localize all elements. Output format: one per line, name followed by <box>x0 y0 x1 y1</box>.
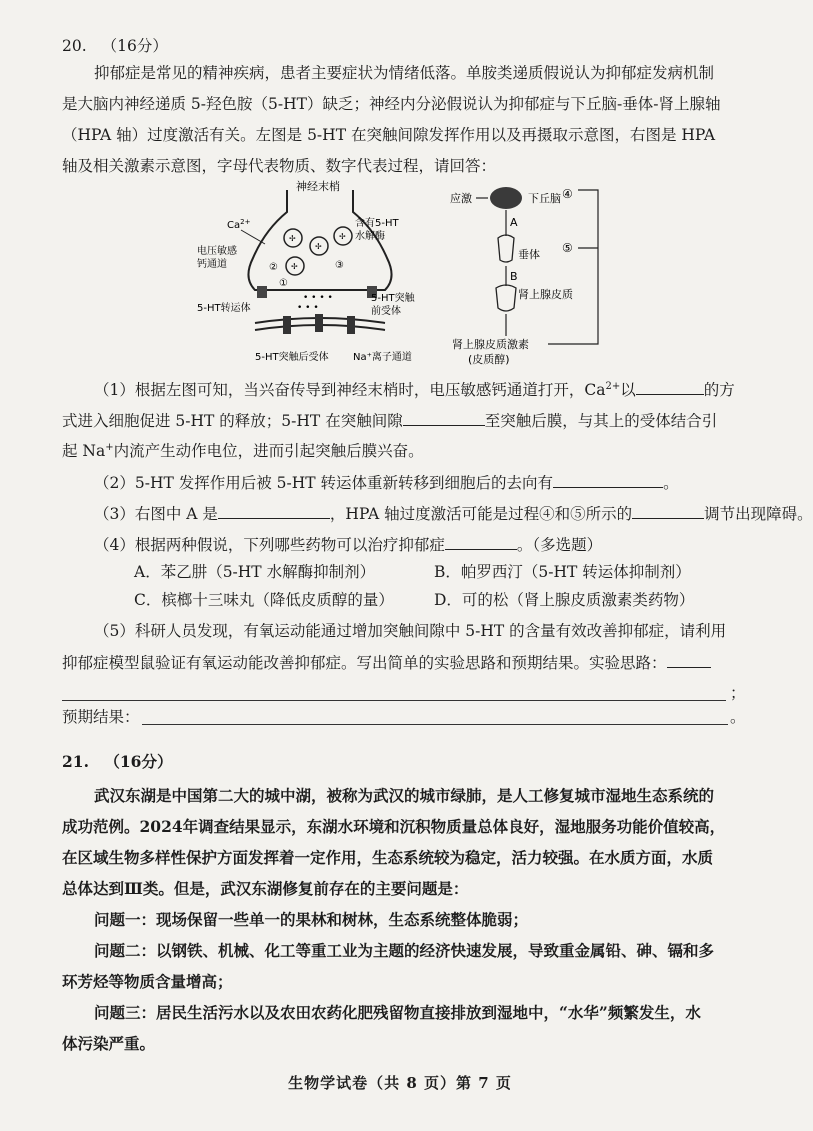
q20-intro-line-2: 是大脑内神经递质 5-羟色胺（5-HT）缺乏；神经内分泌假说认为抑郁症与下丘脑-垂体-肾上腺轴 <box>62 95 721 113</box>
pituitary-icon <box>498 235 514 262</box>
answer-blank-7[interactable] <box>667 652 711 668</box>
answer-blank-6[interactable] <box>445 534 517 550</box>
q21-para-line-3: 在区域生物多样性保护方面发挥着一定作用，生态系统较为稳定，活力较强。在水质方面，水质 <box>62 848 714 867</box>
channel-label-1: 电压敏感 <box>197 246 237 257</box>
hormone-label-2: (皮质醇) <box>468 353 510 366</box>
step-2: ② <box>269 262 278 273</box>
hypothalamus-label: 下丘脑 <box>528 192 561 205</box>
q21-problem-1: 问题一：现场保留一些单一的果林和树林，生态系统整体脆弱； <box>94 910 529 929</box>
channel-label-2: 钙通道 <box>197 259 227 270</box>
label-a: A <box>510 216 518 229</box>
vesicle-label-2: 水解酶 <box>355 231 385 242</box>
vesicle-dots: ✢ <box>339 232 346 241</box>
post-receptor-shape <box>315 314 323 332</box>
q20-number: 20. <box>62 37 87 55</box>
step-4: ④ <box>562 187 573 201</box>
vesicle-label-1: 含有5-HT <box>355 218 399 229</box>
pre-receptor-label-1: 5-HT突触 <box>371 293 415 304</box>
pre-receptor-label-2: 前受体 <box>371 306 401 317</box>
expected-result-label: 预期结果： <box>62 708 140 726</box>
option-c: C．槟榔十三味丸（降低皮质醇的量） <box>134 591 394 609</box>
post-receptor-label: 5-HT突触后受体 <box>255 352 329 363</box>
hypothalamus-icon <box>490 187 522 209</box>
step-5: ⑤ <box>562 241 573 255</box>
q21-problem-2-line-2: 环芳烃等物质含量增高； <box>62 972 233 991</box>
q20-sub2: （2）5-HT 发挥作用后被 5-HT 转运体重新转移到细胞后的去向有 。 <box>94 474 679 492</box>
q20-intro-line-3: （HPA 轴）过度激活有关。左图是 5-HT 在突触间隙发挥作用以及再摄取示意图，右图是 HPA <box>62 126 716 144</box>
hormone-label-1: 肾上腺皮质激素 <box>452 338 529 351</box>
hpa-axis-diagram <box>448 180 618 370</box>
q20-sub1-line-1: （1）根据左图可知，当兴奋传导到神经末梢时，电压敏感钙通道打开，$Ca^{2+}$以 的方 <box>94 381 735 399</box>
na-channel-shape <box>347 316 355 334</box>
answer-line-experiment[interactable] <box>62 700 726 701</box>
q21-para-line-1: 武汉东湖是中国第二大的城中湖，被称为武汉的城市绿肺，是人工修复城市湿地生态系统的 <box>94 786 715 805</box>
answer-blank-3[interactable] <box>553 472 663 488</box>
q21-problem-3-line-1: 问题三：居民生活污水以及农田农药化肥残留物直接排放到湿地中，“水华”频繁发生，水 <box>94 1003 701 1022</box>
pituitary-label: 垂体 <box>518 248 540 261</box>
q20-sub5-line-2: 抑郁症模型鼠验证有氧运动能改善抑郁症。写出简单的实验思路和预期结果。实验思路： <box>62 652 711 673</box>
ca-label: $Ca^{2+}$ <box>227 218 251 231</box>
answer-blank-5[interactable] <box>632 503 704 519</box>
ca-arrow <box>241 230 265 244</box>
q21-number: 21. <box>62 752 89 771</box>
vesicle-dots: ✢ <box>315 242 322 251</box>
q21-para-line-4: 总体达到Ⅲ类。但是，武汉东湖修复前存在的主要问题是： <box>62 879 469 898</box>
q21-score: （16分） <box>104 752 173 771</box>
vesicle-dots: ✢ <box>289 234 296 243</box>
option-a: A．苯乙肼（5-HT 水解酶抑制剂） <box>134 563 376 581</box>
q20-sub4: （4）根据两种假说，下列哪些药物可以治疗抑郁症 。（多选题） <box>94 536 603 554</box>
answer-blank-4[interactable] <box>218 503 330 519</box>
q20-sub5-line-1: （5）科研人员发现，有氧运动能通过增加突触间隙中 5-HT 的含量有效改善抑郁症，请利用 <box>94 622 727 640</box>
nerve-terminal-label: 神经末梢 <box>296 180 340 193</box>
period: 。 <box>730 708 746 726</box>
answer-blank-2[interactable] <box>403 410 485 426</box>
q20-header <box>62 36 168 56</box>
transporter-label: 5-HT转运体 <box>197 303 251 314</box>
q21-problem-2-line-1: 问题二：以钢铁、机械、化工等重工业为主题的经济快速发展，导致重金属铅、砷、镉和多 <box>94 941 715 960</box>
option-b: B．帕罗西汀（5-HT 转运体抑制剂） <box>434 563 691 581</box>
adrenal-label: 肾上腺皮质 <box>518 288 573 301</box>
synapse-diagram <box>195 178 440 370</box>
q21-problem-3-line-2: 体污染严重。 <box>62 1034 156 1053</box>
q20-sub3: （3）右图中 A 是 ，HPA 轴过度激活可能是过程④和⑤所示的 调节出现障碍。 <box>94 505 813 523</box>
answer-blank-1[interactable] <box>636 379 704 395</box>
q21-header <box>62 752 172 772</box>
step-1: ① <box>279 278 288 289</box>
released-5ht-dots: • • • • <box>303 293 333 303</box>
post-receptor-shape <box>283 316 291 334</box>
stress-label: 应激 <box>450 192 472 205</box>
adrenal-icon <box>496 285 516 311</box>
released-5ht-dots: • • • <box>297 303 319 313</box>
q20-intro-line-4: 轴及相关激素示意图，字母代表物质、数字代表过程，请回答： <box>62 157 497 175</box>
q20-score: （16分） <box>101 37 168 55</box>
page-footer: 生物学试卷（共 8 页）第 7 页 <box>288 1074 512 1092</box>
q20-intro-line-1: 抑郁症是常见的精神疾病，患者主要症状为情绪低落。单胺类递质假说认为抑郁症发病机制 <box>94 64 715 82</box>
semicolon: ； <box>730 684 746 702</box>
label-b: B <box>510 270 518 283</box>
q20-sub1-line-2: 式进入细胞促进 5-HT 的释放；5-HT 在突触间隙 至突触后膜，与其上的受体结合引 <box>62 412 718 430</box>
na-channel-label: Na⁺离子通道 <box>353 352 412 363</box>
vesicle-dots: ✢ <box>291 262 298 271</box>
q21-para-line-2: 成功范例。2024年调查结果显示，东湖水环境和沉积物质量总体良好，湿地服务功能价值较高， <box>62 817 726 836</box>
step-3: ③ <box>335 260 344 271</box>
option-d: D．可的松（肾上腺皮质激素类药物） <box>434 591 695 609</box>
q20-sub1-line-3: 起 Na+内流产生动作电位，进而引起突触后膜兴奋。 <box>62 442 424 460</box>
feedback-loop-4 <box>548 190 598 344</box>
transporter-shape <box>257 286 267 298</box>
answer-line-expected[interactable] <box>142 724 728 725</box>
